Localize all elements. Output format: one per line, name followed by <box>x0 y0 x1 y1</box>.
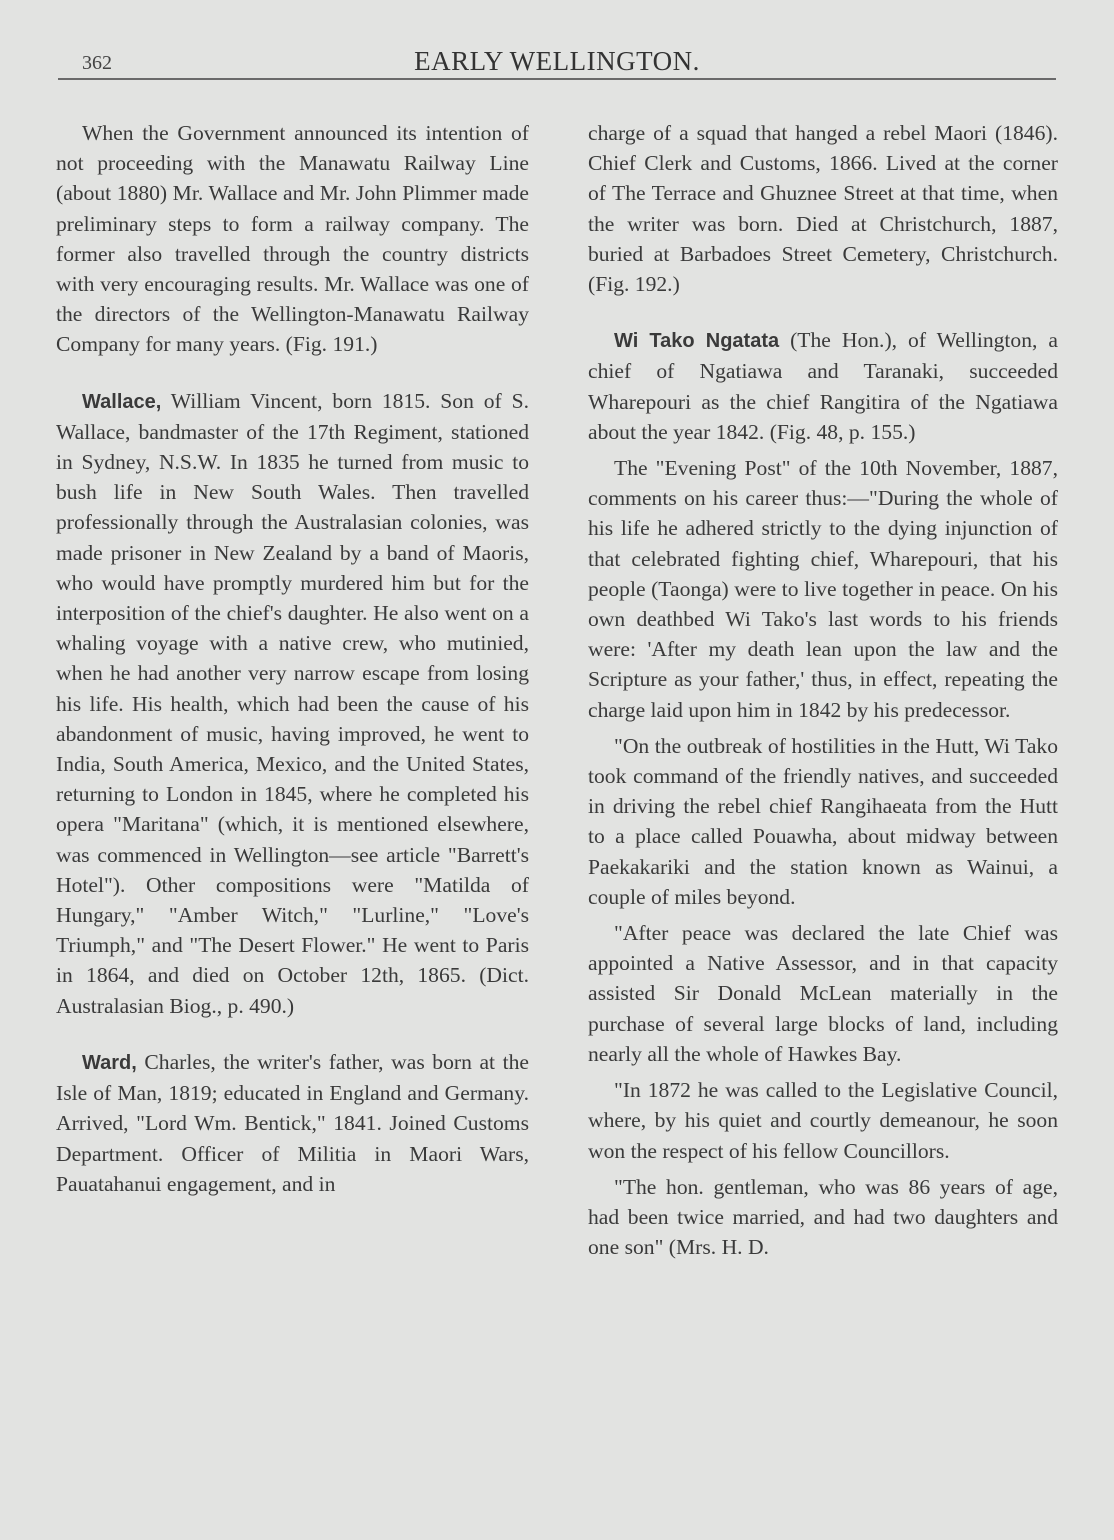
paragraph-hon-gentleman: "The hon. gentleman, who was 86 years of age, had been twice married, and had two daughters and one son" (Mrs. H. D. <box>588 1174 1058 1260</box>
page-number: 362 <box>82 52 112 74</box>
entry-text-wi-tako: (The Hon.), of Wellington, a chief of Ngatiawa and Taranaki, succeeded Wharepouri as the chief Rangitira of the Ngatiawa about the year 1842. (Fig. 48, p. 155.) <box>588 328 1058 444</box>
entry-name-wi-tako: Wi Tako Ngatata <box>614 330 780 353</box>
entry-name-wallace: Wallace, <box>82 390 162 413</box>
entry-ward <box>56 1047 529 1199</box>
left-column <box>56 118 529 1199</box>
paragraph-ward-continued: charge of a squad that hanged a rebel Maori (1846). Chief Clerk and Customs, 1866. Lived at the corner of The Terrace and Ghuznee Street at that time, when the writer was born. Died at Christchurch, 1887, buried at Barbadoes Street Cemetery, Christchurch. (Fig. 192.) <box>588 121 1058 297</box>
right-column <box>588 118 1058 1262</box>
entry-wi-tako <box>588 325 1058 447</box>
entry-wallace <box>56 386 529 1021</box>
paragraph-manawatu-railway: When the Government announced its intention of not proceeding with the Manawatu Railway Line (about 1880) Mr. Wallace and Mr. John Plimmer made preliminary steps to form a railway company. The former also travelled through the country districts with very encouraging results. Mr. Wallace was one of the directors of the Wellington-Manawatu Railway Company for many years. (Fig. 191.) <box>56 121 529 357</box>
entry-name-ward: Ward, <box>82 1051 137 1074</box>
paragraph-1872: "In 1872 he was called to the Legislative Council, where, by his quiet and courtly demeanour, he soon won the respect of his fellow Councillors. <box>588 1078 1058 1163</box>
running-title: EARLY WELLINGTON. <box>414 46 700 76</box>
paragraph-outbreak: "On the outbreak of hostilities in the Hutt, Wi Tako took command of the friendly natives, and succeeded in driving the rebel chief Rangihaeata from the Hutt to a place called Pouawha, about midway between Paekakariki and the station known as Wainui, a couple of miles beyond. <box>588 733 1058 909</box>
header-rule <box>58 78 1056 80</box>
paragraph-peace: "After peace was declared the late Chief was appointed a Native Assessor, and in that capacity assisted Sir Donald McLean materially in the purchase of several large blocks of land, including nearly all the whole of Hawkes Bay. <box>588 921 1058 1066</box>
entry-text-wallace: William Vincent, born 1815. Son of S. Wallace, bandmaster of the 17th Regiment, stationed in Sydney, N.S.W. In 1835 he turned from music to bush life in New South Wales. Then travelled professionally through the Australasian colonies, was made prisoner in New Zealand by a band of Maoris, who would have promptly murdered him but for the interposition of the chief's daughter. He also went on a whaling voyage with a native crew, who mutinied, when he had another very narrow escape from losing his life. His health, which had been the cause of his abandonment of music, having improved, he went to India, South America, Mexico, and the United States, returning to London in 1845, where he completed his opera "Maritana" (which, it is mentioned elsewhere, was commenced in Wellington—see article "Barrett's Hotel"). Other compositions were "Matilda of Hungary," "Amber Witch," "Lurline," "Love's Triumph," and "The Desert Flower." He went to Paris in 1864, and died on October 12th, 1865. (Dict. Australasian Biog., p. 490.) <box>56 388 529 1018</box>
entry-text-ward: Charles, the writer's father, was born at the Isle of Man, 1819; educated in England and Germany. Arrived, "Lord Wm. Bentick," 1841. Joined Customs Department. Officer of Militia in Maori Wars, Pauatahanui engagement, and in <box>56 1049 529 1196</box>
paragraph-evening-post: The "Evening Post" of the 10th November, 1887, comments on his career thus:—"During the whole of his life he adhered strictly to the dying injunction of that celebrated fighting chief, Wharepouri, that his people (Taonga) were to live together in peace. On his own deathbed Wi Tako's last words to his friends were: 'After my death lean upon the law and the Scripture as your father,' thus, in effect, repeating the charge laid upon him in 1842 by his predecessor. <box>588 456 1058 722</box>
page-header <box>58 44 1056 82</box>
